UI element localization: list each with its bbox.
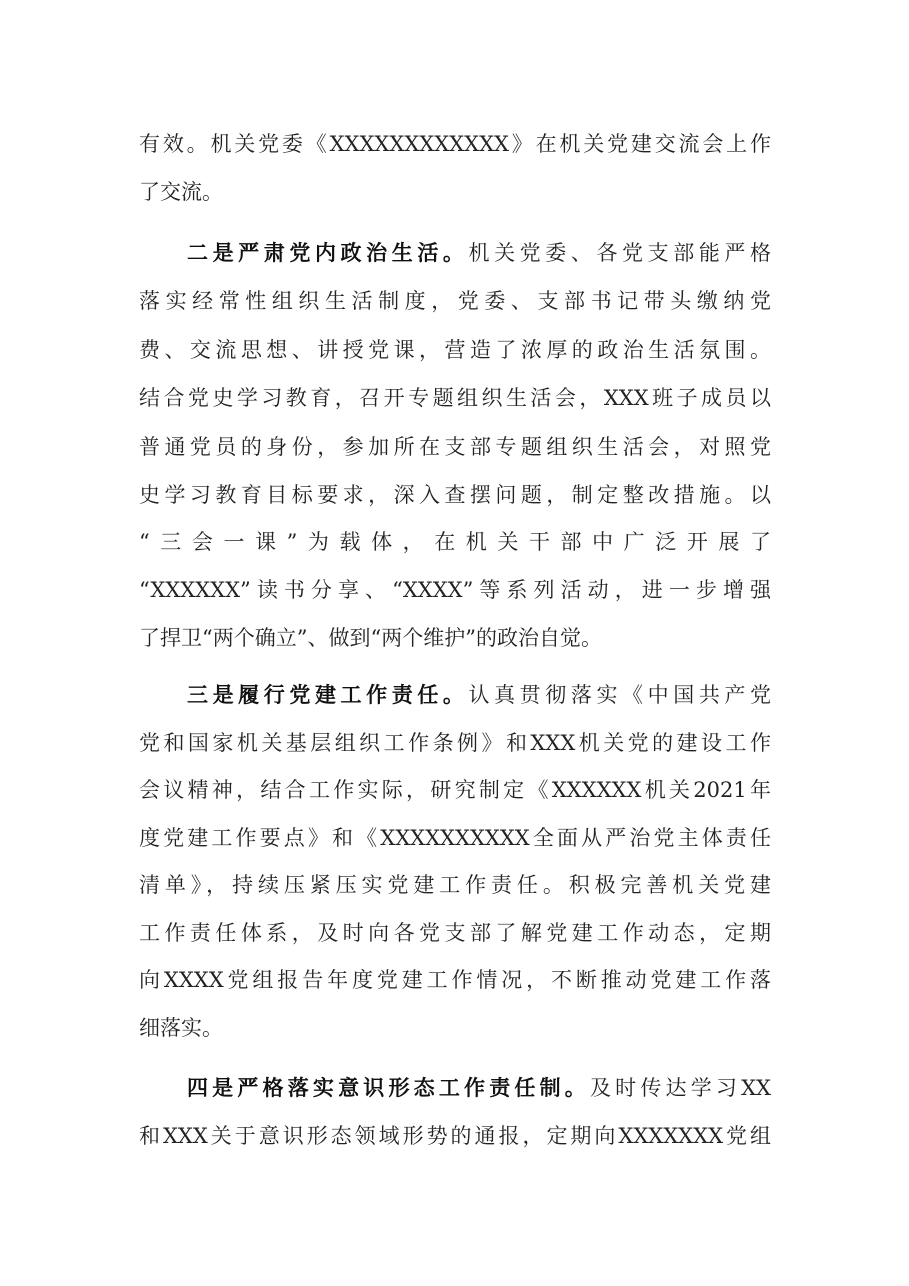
text-line: “三会一课”为载体，在机关干部中广泛开展了 bbox=[139, 530, 771, 554]
text-line: 向XXXX党组报告年度党建工作情况，不断推动党建工作落 bbox=[139, 968, 771, 992]
paragraph-first-line bbox=[187, 1066, 771, 1110]
text-line: 工作责任体系，及时向各党支部了解党建工作动态，定期 bbox=[139, 921, 771, 945]
text-line: 了捍卫“两个确立”、做到“两个维护”的政治自觉。 bbox=[139, 626, 602, 650]
text-line: 费、交流思想、讲授党课，营造了浓厚的政治生活氛围。 bbox=[139, 338, 771, 362]
text-span: 机关党委、各党支部能严格 bbox=[468, 241, 771, 265]
paragraph-first-line bbox=[187, 673, 771, 717]
text-line: 了交流。 bbox=[139, 180, 223, 204]
text-line: 会议精神，结合工作实际，研究制定《XXXXXX机关2021年 bbox=[139, 778, 771, 802]
text-line: 史学习教育目标要求，深入查摆问题，制定整改措施。以 bbox=[139, 483, 771, 507]
paragraph-lead-heading: 四是严格落实意识形态工作责任制。 bbox=[187, 1076, 590, 1100]
paragraph-lead-heading: 二是严肃党内政治生活。 bbox=[187, 241, 469, 265]
text-line: 清单》，持续压紧压实党建工作责任。积极完善机关党建 bbox=[139, 873, 771, 897]
paragraph-lead-heading: 三是履行党建工作责任。 bbox=[187, 683, 469, 707]
text-line: 普通党员的身份，参加所在支部专题组织生活会，对照党 bbox=[139, 435, 771, 459]
text-line: 结合党史学习教育，召开专题组织生活会，XXX班子成员以 bbox=[139, 386, 771, 410]
text-line: 细落实。 bbox=[139, 1016, 223, 1040]
paragraph-first-line bbox=[187, 231, 771, 275]
text-line: 度党建工作要点》和《XXXXXXXXXX全面从严治党主体责任 bbox=[139, 826, 771, 850]
text-line: 有效。机关党委《XXXXXXXXXXXX》在机关党建交流会上作 bbox=[139, 132, 771, 156]
text-line: 党和国家机关基层组织工作条例》和XXX机关党的建设工作 bbox=[139, 731, 771, 755]
text-line: 和XXX关于意识形态领域形势的通报，定期向XXXXXXX党组 bbox=[139, 1124, 771, 1148]
text-line: “XXXXXX”读书分享、“XXXX”等系列活动，进一步增强 bbox=[139, 578, 771, 602]
text-span: 认真贯彻落实《中国共产党 bbox=[468, 683, 771, 707]
text-line: 落实经常性组织生活制度，党委、支部书记带头缴纳党 bbox=[139, 289, 771, 313]
text-span: 及时传达学习XX bbox=[589, 1076, 771, 1100]
